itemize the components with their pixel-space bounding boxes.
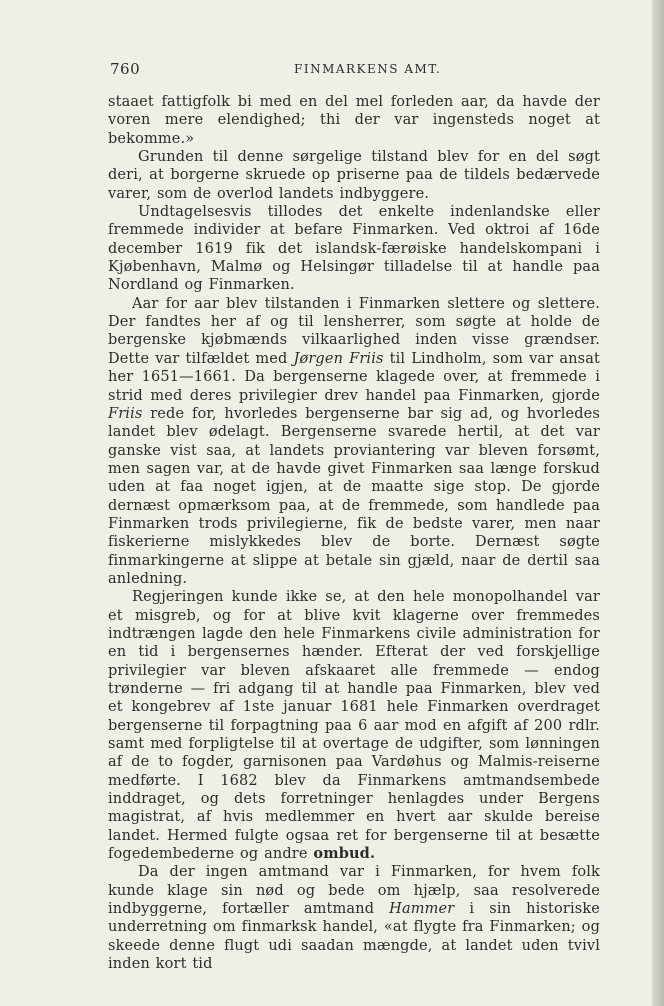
page-header — [108, 60, 600, 82]
paragraph-undtagelsesvis: Undtagelsesvis tillodes det enkelte indenlandske eller fremmede individer at befare Finmarken. Ved oktroi af 16de december 1619 fik det islandsk-færøiske handelskompani i Kjøbenhavn, Malmø og Helsingør tilladelse til at handle paa Nordland og Finmarken. — [108, 204, 600, 294]
person-name-friis: Friis — [108, 405, 143, 422]
paragraph-grunden: Grunden til denne sørgelige tilstand blev for en del søgt deri, at borgerne skruede op priserne paa de tildels bedærvede varer, som de overlod landets indbyggere. — [108, 149, 600, 202]
running-title: FINMARKENS AMT. — [294, 62, 442, 76]
person-name-hammer: Hammer — [389, 901, 455, 918]
bold-word-ombud: ombud. — [313, 845, 376, 863]
person-name-jorgen-friis: Jørgen Friis — [293, 350, 384, 367]
paragraph-da-der: Da der ingen amtmand var i Finmarken, for hvem folk kunde klage sin nød og bede om hjælp, saa resolverede indbyggerne, fortæller amtmand Hammer i sin historiske underretning om finmarksk handel, «at flygte fra Finmarken; og skeede denne flugt udi saadan mængde, at landet uden tvivl inden kort tid — [108, 864, 600, 973]
paragraph-regjeringen: Regjeringen kunde ikke se, at den hele monopolhandel var et misgreb, og for at blive kvit klagerne over fremmedes indtrængen lagde den hele Finmarkens civile administration for en tid i bergensernes hænder. Efterat der ved forskjellige privilegier var bleven afskaaret alle fremmede — endog trønderne — fri adgang til at handle paa Finmarken, blev ved et kongebrev af 1ste januar 1681 hele Finmarken overdraget bergenserne til forpagtning paa 6 aar mod en afgift af 200 rdlr. samt med forpligtelse til at overtage de udgifter, som lønningen af de to fogder, garnisonen paa Vardøhus og Malmis-reiserne medførte. I 1682 blev da Finmarkens amtmandsembede inddraget, og dets forretninger henlagdes under Bergens magistrat, af hvis medlemmer en hvert aar skulde bereise landet. Hermed fulgte ogsaa ret for bergenserne til at besætte fogedembederne og andre ombud. — [108, 589, 600, 863]
paragraph-aar-for-aar: Aar for aar blev tilstanden i Finmarken slettere og slettere. Der fandtes her af og til lensherrer, som søgte at holde de bergenske kjøbmænds vilkaarlighed inden visse grændser. Dette var tilfældet med Jørgen Friis til Lindholm, som var ansat her 1651—1661. Da bergenserne klagede over, at fremmede i strid med deres privilegier drev handel paa Finmarken, gjorde Friis rede for, hvorledes bergenserne bar sig ad, og hvorledes landet blev ødelagt. Bergenserne svarede hertil, at det var ganske vist saa, at landets proviantering var bleven forsømt, men sagen var, at de havde givet Finmarken saa længe forskud uden at faa noget igjen, at de maatte sige stop. De gjorde dernæst opmærksom paa, at de fremmede, som handlede paa Finmarken trods privilegierne, fik de bedste varer, men naar fiskerierne mislykkedes blev de borte. Dernæst søgte finmarkingerne at slippe at betale sin gjæld, naar de dertil saa anledning. — [108, 295, 601, 587]
page-number: 760 — [110, 60, 141, 78]
body-text — [108, 93, 600, 974]
page-edge-shadow — [652, 0, 664, 1006]
paragraph-continuation: staaet fattigfolk bi med en del mel forleden aar, da havde der voren mere elendighed; thi der var ingensteds noget at bekomme.» — [108, 94, 600, 147]
